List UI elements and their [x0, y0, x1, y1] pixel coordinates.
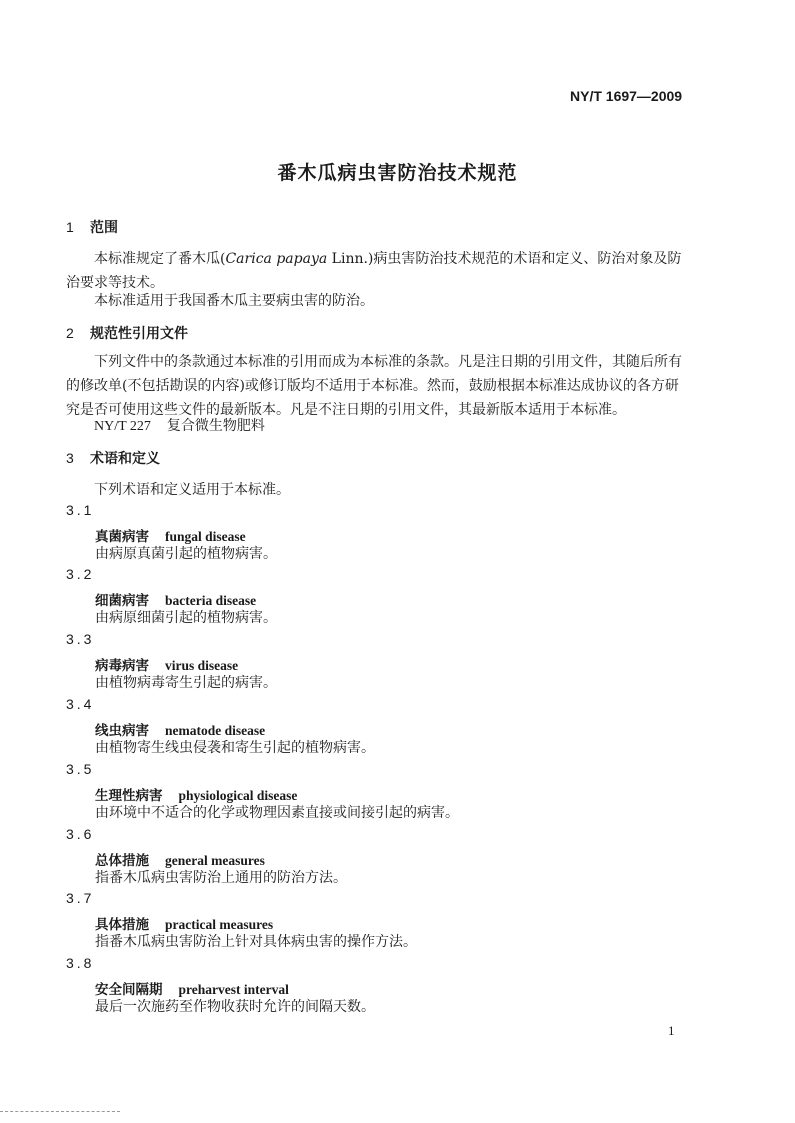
- standard-code: NY/T 1697—2009: [570, 88, 683, 104]
- clause-number: 3.2: [66, 566, 95, 582]
- term-zh: 线虫病害: [95, 723, 149, 739]
- page-number: 1: [668, 1023, 675, 1038]
- section-1-paragraph-1: 本标准规定了番木瓜(Carica papaya Linn.)病虫害防治技术规范的术语和定义、防治对象及防治要求等技术。: [66, 251, 682, 291]
- reference-code: NY/T 227: [94, 419, 151, 434]
- term-en: fungal disease: [165, 529, 246, 544]
- section-1-title: 范围: [90, 220, 118, 236]
- term-en: virus disease: [165, 658, 239, 673]
- term-en: nematode disease: [165, 723, 266, 738]
- section-2-title: 规范性引用文件: [90, 326, 188, 342]
- section-2-paragraph-1: 下列文件中的条款通过本标准的引用而成为本标准的条款。凡是注日期的引用文件，其随后所有的修改单(不包括勘误的内容)或修订版均不适用于本标准。然而，鼓励根据本标准达成协议的各方研究是否可使用这些文件的最新版本。凡是不注日期的引用文件，其最新版本适用于本标准。: [66, 354, 682, 418]
- term-en: practical measures: [165, 917, 274, 932]
- term-entry: [95, 654, 238, 674]
- term-entry: [95, 849, 265, 869]
- latin-species-name: Carica papaya: [225, 251, 328, 267]
- scan-edge-divider: [0, 1111, 120, 1112]
- clause-number: 3.7: [66, 890, 95, 906]
- section-3-heading: [66, 448, 160, 468]
- term-definition: 由病原真菌引起的植物病害。: [95, 546, 277, 562]
- clause-number: 3.1: [66, 502, 95, 518]
- term-zh: 真菌病害: [95, 529, 149, 545]
- normative-reference: [94, 414, 265, 439]
- term-definition: 指番木瓜病虫害防治上针对具体病虫害的操作方法。: [95, 934, 417, 950]
- term-en: bacteria disease: [165, 593, 257, 608]
- document-title: 番木瓜病虫害防治技术规范: [277, 162, 518, 184]
- term-entry: [95, 913, 273, 933]
- term-entry: [95, 525, 246, 545]
- clause-number: 3.3: [66, 631, 95, 647]
- section-1-number: 1: [66, 219, 74, 235]
- section-3-intro: 下列术语和定义适用于本标准。: [94, 482, 290, 498]
- section-1-heading: [66, 217, 118, 237]
- section-3-title: 术语和定义: [90, 451, 160, 467]
- term-zh: 细菌病害: [95, 593, 149, 609]
- term-en: general measures: [165, 853, 265, 868]
- section-2-number: 2: [66, 325, 74, 341]
- term-entry: [95, 784, 297, 804]
- term-entry: [95, 589, 256, 609]
- term-definition: 由植物病毒寄生引起的病害。: [95, 675, 277, 691]
- term-zh: 安全间隔期: [95, 982, 163, 998]
- term-definition: 指番木瓜病虫害防治上通用的防治方法。: [95, 870, 347, 886]
- term-definition: 最后一次施药至作物收获时允许的间隔天数。: [95, 999, 375, 1015]
- term-entry: [95, 978, 289, 998]
- section-1-paragraph-2: 本标准适用于我国番木瓜主要病虫害的防治。: [94, 293, 374, 309]
- section-2-heading: [66, 323, 188, 343]
- term-zh: 病毒病害: [95, 658, 149, 674]
- clause-number: 3.5: [66, 761, 95, 777]
- term-en: preharvest interval: [178, 982, 289, 997]
- term-definition: 由植物寄生线虫侵袭和寄生引起的植物病害。: [95, 740, 375, 756]
- term-zh: 具体措施: [95, 917, 149, 933]
- term-zh: 生理性病害: [95, 788, 163, 804]
- reference-title: 复合微生物肥料: [166, 418, 265, 434]
- section-3-number: 3: [66, 450, 74, 466]
- term-definition: 由环境中不适合的化学或物理因素直接或间接引起的病害。: [95, 805, 459, 821]
- clause-number: 3.6: [66, 826, 95, 842]
- term-en: physiological disease: [178, 788, 298, 803]
- term-entry: [95, 719, 265, 739]
- term-definition: 由病原细菌引起的植物病害。: [95, 610, 277, 626]
- clause-number: 3.8: [66, 955, 95, 971]
- clause-number: 3.4: [66, 696, 95, 712]
- term-zh: 总体措施: [95, 853, 149, 869]
